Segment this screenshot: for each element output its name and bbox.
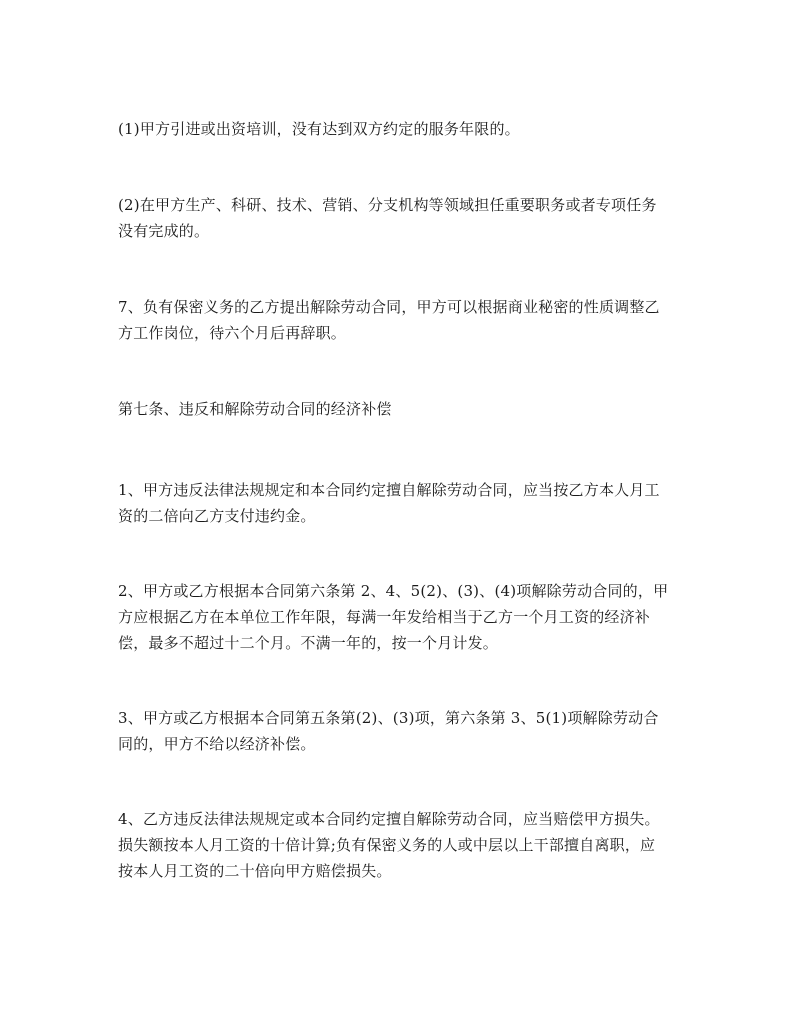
paragraph-line: (2)在甲方生产、科研、技术、营销、分支机构等领域担任重要职务或者专项任务 xyxy=(118,196,657,214)
paragraph-line: 同的，甲方不给以经济补偿。 xyxy=(118,735,316,753)
paragraph-line: 1、甲方违反法律法规规定和本合同约定擅自解除劳动合同，应当按乙方本人月工 xyxy=(118,481,660,499)
paragraph-line: 3、甲方或乙方根据本合同第五条第(2)、(3)项，第六条第 3、5(1)项解除劳动合 xyxy=(118,709,659,727)
paragraph-line: 资的二倍向乙方支付违约金。 xyxy=(118,507,316,525)
paragraph-line: 方工作岗位，待六个月后再辞职。 xyxy=(118,324,347,342)
paragraph-line: 4、乙方违反法律法规规定或本合同约定擅自解除劳动合同，应当赔偿甲方损失。 xyxy=(118,810,660,828)
paragraph-line: 损失额按本人月工资的十倍计算;负有保密义务的人或中层以上干部擅自离职，应 xyxy=(118,836,656,854)
paragraph-line: 按本人月工资的二十倍向甲方赔偿损失。 xyxy=(118,862,392,880)
paragraph-line: 7、负有保密义务的乙方提出解除劳动合同，甲方可以根据商业秘密的性质调整乙 xyxy=(118,298,660,316)
paragraph-line: 偿，最多不超过十二个月。不满一年的，按一个月计发。 xyxy=(118,634,499,652)
paragraph-training-term xyxy=(118,116,683,142)
paragraph-item-7 xyxy=(118,294,683,346)
paragraph-item-4 xyxy=(118,806,683,884)
paragraph-line: 方应根据乙方在本单位工作年限，每满一年发给相当于乙方一个月工资的经济补 xyxy=(118,608,651,626)
paragraph-item-2 xyxy=(118,578,683,656)
paragraph-line: (1)甲方引进或出资培训，没有达到双方约定的服务年限的。 xyxy=(118,120,520,138)
heading-line: 第七条、违反和解除劳动合同的经济补偿 xyxy=(118,400,392,418)
paragraph-item-1 xyxy=(118,477,683,529)
paragraph-line: 2、甲方或乙方根据本合同第六条第 2、4、5(2)、(3)、(4)项解除劳动合同的，甲 xyxy=(118,582,669,600)
section-heading-article-7 xyxy=(118,396,683,422)
paragraph-key-duty xyxy=(118,192,683,244)
paragraph-item-3 xyxy=(118,705,683,757)
paragraph-line: 没有完成的。 xyxy=(118,222,210,240)
